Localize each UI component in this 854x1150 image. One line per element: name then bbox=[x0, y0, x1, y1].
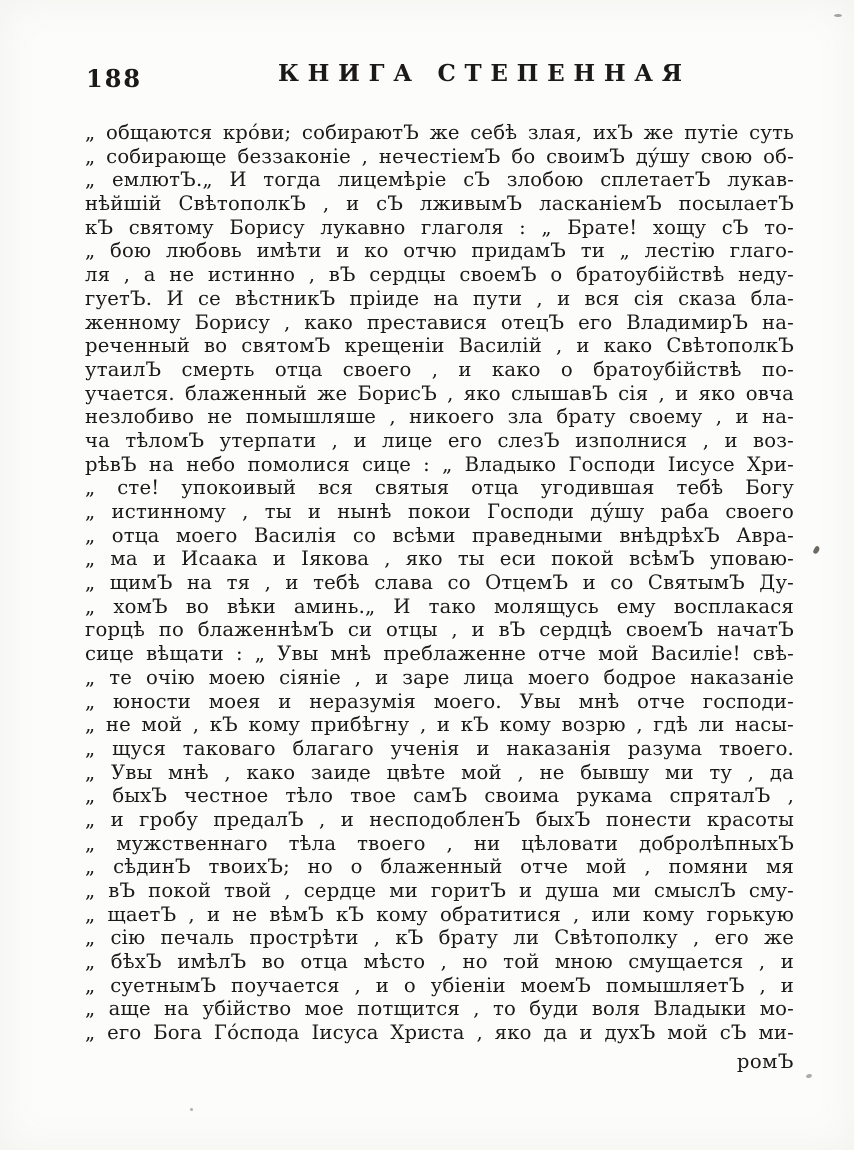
ink-speck bbox=[190, 1108, 193, 1111]
text-line: „ истинному , ты и нынѣ покои Господи ду́шу раба своего bbox=[85, 500, 794, 523]
text-line: ча тѣломЪ утерпати , и лице его слезЪ изполнися , и воз- bbox=[85, 428, 794, 452]
text-line: „ и гробу предалЪ , и несподобленЪ быхЪ понести красоты bbox=[85, 807, 794, 831]
ink-speck bbox=[812, 545, 820, 554]
text-line: реченный во святомЪ крещеніи Василій , и како СвѣтополкЪ bbox=[85, 334, 794, 358]
text-line: „ вЪ покой твой , сердце ми горитЪ и душа ми смыслЪ сму- bbox=[85, 879, 794, 902]
text-line: „ юности моея и неразумія моего. Увы мнѣ отче господи- bbox=[85, 689, 794, 713]
text-line: „ ма и Исаака и Іякова , яко ты еси покой всѣмЪ уповаю- bbox=[85, 547, 794, 571]
text-line: „ сѣдинЪ твоихЪ; но о блаженный отче мой , помяни мя bbox=[85, 855, 794, 879]
text-line: „ аще на убійство мое потщится , то буди воля Владыки мо- bbox=[85, 997, 794, 1021]
text-line: „ щаетЪ , и не вѣмЪ кЪ кому обратитися , или кому горькую bbox=[85, 902, 794, 926]
text-line: гуетЪ. И се вѣстникЪ пріиде на пути , и вся сія сказа бла- bbox=[85, 286, 794, 310]
text-line: „ бѣхЪ имѣлЪ во отца мѣсто , но той мною смущается , и bbox=[85, 950, 794, 974]
text-line: учается. блаженный же БорисЪ , яко слышавЪ сія , и яко овча bbox=[85, 381, 794, 405]
text-line: „ бою любовь имѣти и ко отчю придамЪ ти „ лестію глаго- bbox=[85, 239, 794, 263]
text-line: нѣйшій СвѣтополкЪ , и сЪ лживымЪ ласканіемЪ посылаетЪ bbox=[85, 192, 794, 216]
text-line: „ те очію моею сіяніе , и заре лица моего бодрое наказаніе bbox=[85, 665, 794, 689]
text-line: „ собирающе беззаконіе , нечестіемЪ бо своимЪ ду́шу свою об- bbox=[85, 144, 794, 168]
text-line: незлобиво не помышляше , никоего зла брату своему , и на- bbox=[85, 405, 794, 429]
text-line: кЪ святому Борису лукавно глаголя : „ Брате! хощу сЪ то- bbox=[85, 215, 794, 239]
text-line: „ отца моего Василія со всѣми праведными внѣдрѣхЪ Авра- bbox=[85, 523, 794, 547]
text-line: „ щимЪ на тя , и тебѣ слава со ОтцемЪ и со СвятымЪ Ду- bbox=[85, 571, 794, 595]
text-line: „ общаются кро́ви; собираютЪ же себѣ злая, ихЪ же путіе суть bbox=[85, 121, 794, 144]
ink-speck bbox=[834, 14, 842, 17]
text-line: „ не мой , кЪ кому прибѣгну , и кЪ кому возрю , гдѣ ли насы- bbox=[85, 713, 794, 737]
text-line: „ емлютЪ.„ И тогда лицемѣріе сЪ злобою сплетаетЪ лукав- bbox=[85, 168, 794, 192]
text-line: „ хомЪ во вѣки аминь.„ И тако молящусь ему восплакася bbox=[85, 594, 794, 618]
page-header bbox=[0, 60, 854, 100]
text-line: ля , а не истинно , вЪ сердцы своемЪ о братоубійствѣ неду- bbox=[85, 263, 794, 287]
text-line: „ Увы мнѣ , како заиде цвѣте мой , не бывшу ми ту , да bbox=[85, 760, 794, 784]
page-number: 188 bbox=[86, 64, 143, 93]
text-line: женному Борису , како преставися отецЪ его ВладимирЪ на- bbox=[85, 310, 794, 334]
ink-speck bbox=[806, 1073, 813, 1078]
text-line: „ сію печаль прострѣти , кЪ брату ли Свѣтополку , его же bbox=[85, 926, 794, 950]
text-line: утаилЪ смерть отца своего , и како о братоубійствѣ по- bbox=[85, 357, 794, 381]
text-line: „ его Бога Го́спода Іисуса Христа , яко да и духЪ мой сЪ ми- bbox=[85, 1021, 794, 1045]
catchword: ромЪ bbox=[736, 1050, 794, 1073]
text-line: „ щуся таковаго благаго ученія и наказанія разума твоего. bbox=[85, 736, 794, 760]
text-line: „ сте! упокоивый вся святыя отца угодившая тебѣ Богу bbox=[85, 476, 794, 500]
text-line: „ суетнымЪ поучается , и о убіеніи моемЪ помышляетЪ , и bbox=[85, 973, 794, 997]
body-text bbox=[85, 121, 794, 1045]
text-line: сице вѣщати : „ Увы мнѣ преблаженне отче мой Василіе! свѣ- bbox=[85, 642, 794, 666]
text-line: рѣвЪ на небо помолися сице : „ Владыко Господи Іисусе Хри- bbox=[85, 452, 794, 476]
running-title: КНИГА СТЕПЕННАЯ bbox=[278, 60, 691, 87]
text-line: „ быхЪ честное тѣло твое самЪ своима рукама спряталЪ , bbox=[85, 784, 794, 808]
text-line: горцѣ по блаженнѣмЪ си отцы , и вЪ сердцѣ своемЪ начатЪ bbox=[85, 618, 794, 642]
text-line: „ мужственнаго тѣла твоего , ни цѣловати добролѣпныхЪ bbox=[85, 831, 794, 855]
